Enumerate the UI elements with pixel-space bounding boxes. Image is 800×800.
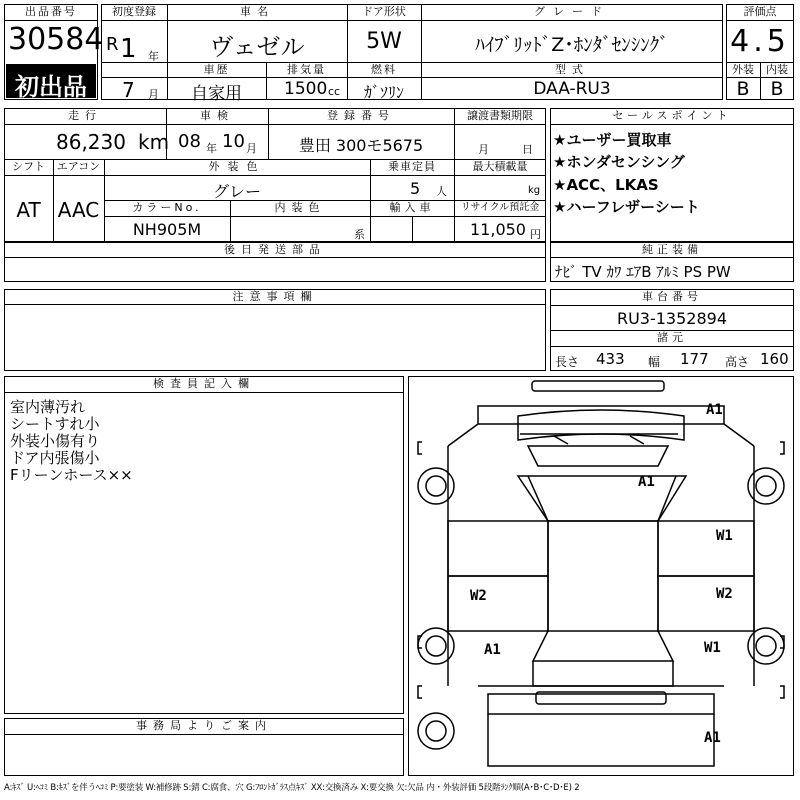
fuel-label: 燃料 <box>371 63 397 76</box>
reg-year: 1 <box>120 34 137 64</box>
inspection-month: 10 <box>222 131 245 152</box>
ext-grade-label: 外装 <box>732 63 754 76</box>
specs-label: 諸元 <box>657 331 687 344</box>
displacement: 1500 <box>284 79 328 99</box>
yen-unit: 円 <box>530 228 541 241</box>
history-label: 車歴 <box>203 63 230 76</box>
shift: AT <box>16 198 41 222</box>
history: 自家用 <box>191 84 242 104</box>
ext-color-label: 外装色 <box>208 160 266 173</box>
office-label: 事務局よりご案内 <box>136 719 272 732</box>
year-unit: 年 <box>148 50 159 63</box>
equipment-label: 純正装備 <box>642 243 702 256</box>
capacity: 5 <box>410 179 421 198</box>
length-label: 長さ <box>555 355 580 369</box>
model: DAA-RU3 <box>533 79 611 99</box>
legend: A:ｷｽﾞ U:ﾍｺﾐ B:ｷｽﾞを伴うﾍｺﾐ P:要塗装 W:補修跡 S:錆 C:腐食、穴 G:ﾌﾛﾝﾄｶﾞﾗｽ点ｷｽﾞ XX:交換済み X:要交換 欠:欠品 内・外装評価 5段階ﾗﾝｸ順(A･B･C･D･E) 2 <box>4 783 580 793</box>
import-label: 輸入車 <box>389 201 435 214</box>
cc-unit: cc <box>328 85 341 98</box>
sales-point: ★ACC、LKAS <box>553 176 659 194</box>
color-no-label: カラーNo. <box>132 201 202 214</box>
km-unit: km <box>138 130 170 154</box>
inspector-line: 室内薄汚れ <box>10 398 86 416</box>
ext-grade: B <box>736 78 750 100</box>
inspection-label: 車検 <box>200 109 234 122</box>
grade-label: グレード <box>534 5 610 18</box>
height-label: 高さ <box>725 355 750 369</box>
capacity-unit: 人 <box>436 185 447 198</box>
chassis-number: RU3-1352894 <box>616 309 728 328</box>
score: 4.5 <box>730 24 790 59</box>
month-unit: 月 <box>148 88 159 101</box>
sales-point: ★ホンダセンシング <box>553 153 685 171</box>
inspector-label: 検査員記入欄 <box>153 377 255 390</box>
inspection-year-unit: 年 <box>206 142 217 155</box>
int-grade-label: 内装 <box>766 63 788 76</box>
car-name-label: 車名 <box>240 5 274 18</box>
era: R <box>106 34 119 55</box>
later-parts-label: 後日発送部品 <box>224 243 326 256</box>
notes-label: 注意事項欄 <box>232 290 318 303</box>
equipment-items: ﾅﾋﾞ TV ｶﾜ ｴｱB ｱﾙﾐ PS PW <box>555 263 731 281</box>
color-no: NH905M <box>132 220 202 239</box>
transfer-label: 譲渡書類期限 <box>467 109 533 122</box>
damage-mark: W2 <box>470 588 487 604</box>
width-label: 幅 <box>648 355 661 369</box>
damage-mark: A1 <box>704 730 721 746</box>
inspector-line: Fリーンホース×× <box>10 466 133 484</box>
damage-mark: W2 <box>716 586 733 602</box>
inspector-line: シートすれ小 <box>10 415 100 433</box>
reg-no: 豊田 300モ5675 <box>298 136 424 155</box>
shift-label: シフト <box>12 160 45 173</box>
damage-mark: A1 <box>638 474 655 490</box>
int-color-label: 内装色 <box>274 201 326 214</box>
transfer-month-unit: 月 <box>478 143 489 156</box>
inspector-line: ドア内張傷小 <box>10 449 100 467</box>
int-grade: B <box>770 78 784 100</box>
first-reg-label: 初度登録 <box>112 5 156 18</box>
ac-label: エアコン <box>56 160 101 173</box>
sales-label: セールスポイント <box>612 109 732 122</box>
fuel: ｶﾞｿﾘﾝ <box>363 83 404 102</box>
door-label: ドア形状 <box>362 5 406 18</box>
first-listing-label: 初出品 <box>15 73 87 101</box>
inspection-month-unit: 月 <box>246 142 257 155</box>
inspection-year: 08 <box>178 131 201 152</box>
displacement-label: 排気量 <box>287 63 326 76</box>
inspector-line: 外装小傷有り <box>10 432 101 450</box>
sales-point: ★ユーザー買取車 <box>553 131 672 149</box>
damage-mark: A1 <box>484 642 501 658</box>
damage-mark: W1 <box>704 640 721 656</box>
mileage-label: 走行 <box>68 109 102 122</box>
int-color-unit: 系 <box>354 228 365 241</box>
length: 433 <box>596 350 625 368</box>
score-label: 評価点 <box>743 5 777 18</box>
width: 177 <box>680 350 709 368</box>
model-label: 型式 <box>555 63 589 76</box>
grade: ﾊｲﾌﾞﾘｯﾄﾞZ･ﾎﾝﾀﾞｾﾝｼﾝｸﾞ <box>475 34 669 56</box>
ac: AAC <box>57 198 100 222</box>
transfer-day-unit: 日 <box>522 143 533 156</box>
lot-number: 30584 <box>8 22 104 57</box>
recycle-label: リサイクル預託金 <box>460 202 540 213</box>
chassis-label: 車台番号 <box>642 290 702 303</box>
sales-point: ★ハーフレザーシート <box>553 198 700 216</box>
reg-no-label: 登録番号 <box>327 109 395 122</box>
load-unit: kg <box>528 185 541 196</box>
load-label: 最大積載量 <box>472 160 528 173</box>
recycle-amount: 11,050 <box>470 220 526 239</box>
mileage: 86,230 <box>56 130 126 154</box>
damage-mark: A1 <box>706 402 723 418</box>
door-type: 5W <box>366 29 402 54</box>
height: 160 <box>760 350 789 368</box>
lot-label: 出品番号 <box>25 5 77 18</box>
damage-mark: W1 <box>716 528 733 544</box>
reg-month: 7 <box>122 78 135 102</box>
car-name: ヴェゼル <box>209 33 305 61</box>
car-diagram <box>408 376 794 776</box>
capacity-label: 乗車定員 <box>388 160 436 173</box>
ext-color: グレー <box>212 182 261 201</box>
